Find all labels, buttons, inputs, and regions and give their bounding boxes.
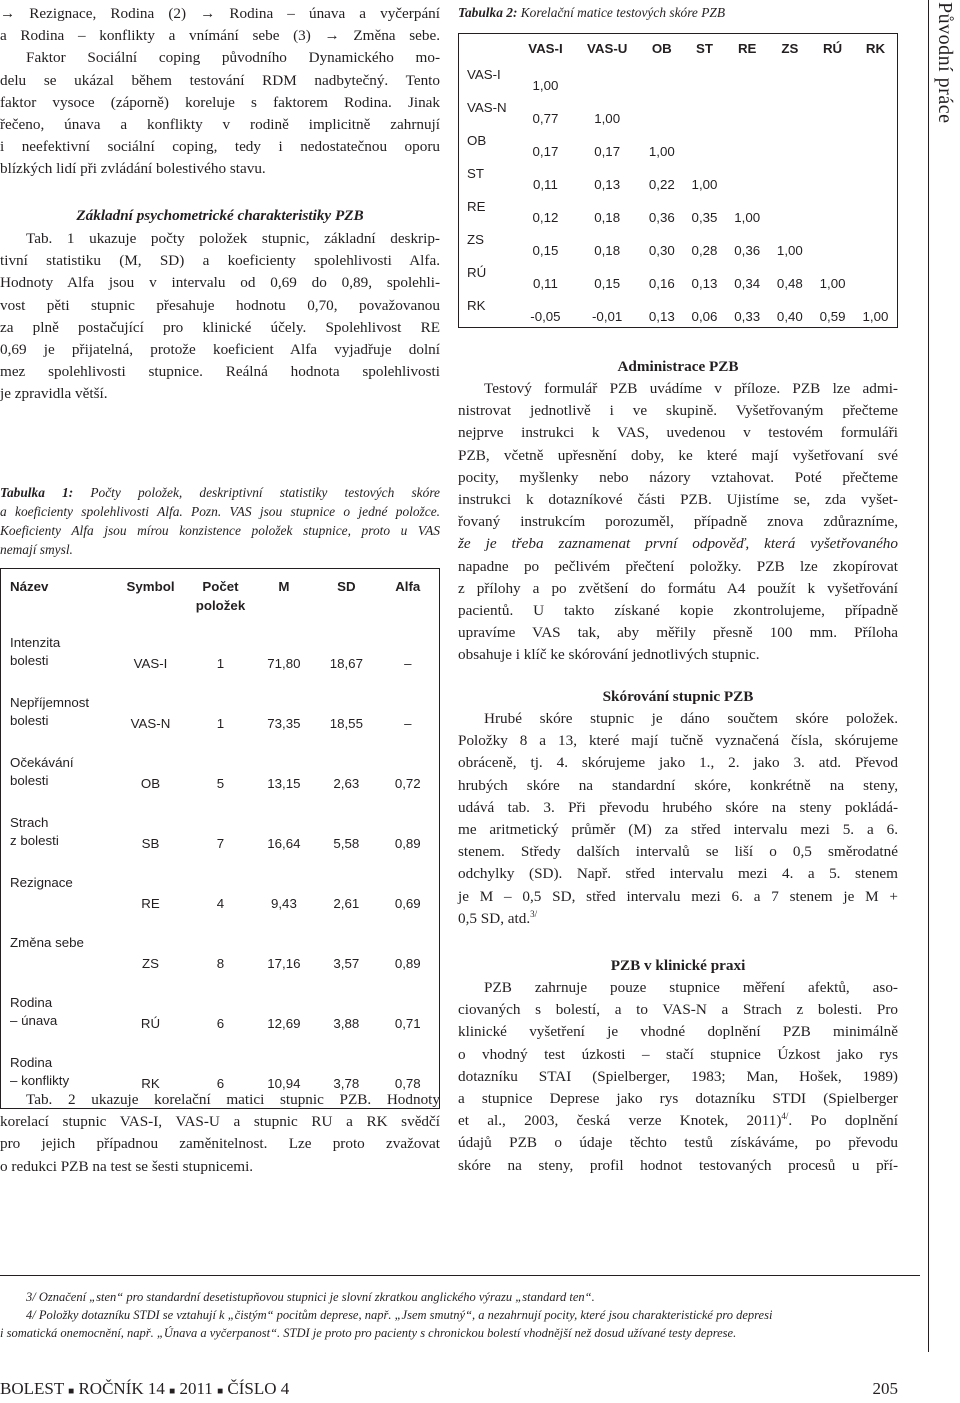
cell-count: 5 [216, 776, 225, 791]
table-row [459, 129, 898, 162]
text-line: vost pěti stupnic přesahuje hodnotu 0,70, považovanou [0, 296, 440, 314]
cell-sd: 18,67 [329, 656, 363, 671]
cell-symbol: RÚ [140, 1016, 161, 1031]
cell-symbol: VAS-I [133, 656, 168, 671]
col-header: RK [865, 41, 886, 56]
correlation-cell [854, 129, 898, 162]
correlation-cell [769, 195, 812, 228]
correlation-cell: 0,30 [648, 243, 675, 258]
correlation-cell [726, 96, 769, 129]
section-sidebar-label: Původní práce [934, 2, 956, 124]
section-heading-psychometrics: Základní psychometrické charakteristiky PZB [76, 207, 364, 224]
text-line: upravíme VAS tak, aby měřily přesně 100 mm. Příloha [458, 624, 898, 642]
row-header: RK [467, 298, 486, 313]
administration-section [458, 356, 898, 667]
text-line [458, 1110, 898, 1132]
text-line: že je třeba zaznamenat první odpověď, která vyšetřovaného [458, 535, 898, 553]
correlation-cell [769, 162, 812, 195]
text-line: odchylky (SD). Např. střed intervalu mezi 4. a 5. stenem [458, 865, 898, 883]
col-header-symbol: Symbol [126, 579, 175, 594]
table-row [1, 628, 440, 688]
correlation-cell: 1,00 [776, 243, 803, 258]
text-line: faktor vysoce (záporně) koreluje s faktorem Rodina. Jinak [0, 93, 440, 111]
text-line: je M – 0,5 SD, střed intervalu mezi 6. a 7 stenem je M + [458, 887, 898, 905]
col-header-name: Název [10, 579, 49, 594]
row-header: RE [467, 199, 486, 214]
caption-line [0, 483, 440, 502]
correlation-cell: 0,59 [819, 309, 846, 324]
journal-volume: ROČNÍK 14 [78, 1379, 165, 1398]
cell-count: 6 [216, 1076, 225, 1091]
footnote-ref: 3/ [530, 908, 538, 919]
cell-m: 71,80 [267, 656, 301, 671]
correlation-cell [726, 63, 769, 96]
table2 [458, 33, 898, 328]
table-row [459, 162, 898, 195]
correlation-cell: 0,40 [776, 309, 803, 324]
col-header-count [189, 569, 251, 629]
correlation-cell: 0,48 [776, 276, 803, 291]
correlation-cell [574, 63, 641, 96]
cell-symbol: ZS [142, 956, 159, 971]
correlation-cell [811, 195, 854, 228]
col-header: RÚ [822, 41, 843, 56]
col-header: VAS-I [528, 41, 563, 56]
correlation-cell: 0,13 [648, 309, 675, 324]
text-line: Hodnoty Alfa jsou v intervalu od 0,69 do 0,89, spolehli- [0, 274, 440, 292]
cell-alfa: 0,71 [394, 1016, 421, 1031]
cell-alfa: 0,78 [394, 1076, 421, 1091]
text-line: obsahuje i klíč ke skórování jednotlivých stupnic. [458, 646, 760, 664]
correlation-cell [811, 162, 854, 195]
correlation-cell [769, 96, 812, 129]
text-line: instrukci k dotazníkové části PZB. Ujistíme se, zda vyšet- [458, 491, 898, 509]
text-line: pacientů. U takto získané kopie zkontrolujeme, případně [458, 602, 898, 620]
text-line: Tab. 1 ukazuje počty položek stupnic, základní deskrip- [26, 230, 440, 247]
table2-body [459, 63, 898, 328]
clinical-section [458, 955, 898, 1177]
col-header-alfa: Alfa [395, 579, 421, 594]
journal-issue: ČÍSLO 4 [227, 1379, 290, 1398]
cell-count: 4 [216, 896, 225, 911]
cell-name-line2: – únava [10, 1013, 58, 1028]
text-line: nistrovat jednotlivě i ve skupině. Vyšetřovaným přečteme [458, 402, 898, 420]
text-line: a stupnice Deprese jako rys dotazníku STDI (Spielberger [458, 1090, 898, 1108]
cell-name-line1: Rezignace [10, 875, 73, 890]
col-header-count-line1: Počet [202, 579, 239, 594]
col-header: OB [651, 41, 672, 56]
text-line: za plně postačující pro klinické účely. Spolehlivost RE [0, 318, 440, 336]
journal-name: BOLEST [0, 1379, 64, 1398]
text-line: Testový formulář PZB uvádíme v příloze. PZB lze admi- [484, 380, 898, 397]
correlation-cell: 0,18 [594, 243, 621, 258]
cell-name [1, 808, 112, 868]
caption-label: Tabulka 1: [0, 485, 74, 500]
text-fragment: . Po doplnění [788, 1112, 898, 1130]
text-line: → Rezignace, Rodina (2) → Rodina – únava a vyčerpání [0, 5, 440, 22]
cell-count: 6 [216, 1016, 225, 1031]
text-line: delu se ukázal během testování RDM nadbytečný. Tento [0, 71, 440, 89]
footnote-4-continued: i somatická onemocnění, např. „Únava a vyčerpanost“. STDI je proto pro pacienty s chronickou bolestí vhodnější než dosud užívané testy deprese. [0, 1326, 737, 1340]
table-row [1, 868, 440, 928]
table1-header-row [1, 569, 440, 629]
correlation-cell: 1,00 [734, 210, 761, 225]
cell-sd: 5,58 [333, 836, 360, 851]
cell-name [1, 868, 112, 928]
caption-line: a koeficienty spolehlivosti Alfa. Pozn. VAS jsou stupnice o jedné položce. [0, 504, 440, 519]
cell-alfa: 0,72 [394, 776, 421, 791]
cell-name-line1: Strach [10, 815, 49, 830]
table2-header-row [459, 34, 898, 64]
table-row [459, 228, 898, 261]
correlation-cell: -0,01 [592, 309, 623, 324]
cell-count: 1 [216, 716, 225, 731]
col-header: VAS-U [586, 41, 628, 56]
row-header: VAS-N [467, 100, 507, 115]
cell-m: 12,69 [267, 1016, 301, 1031]
correlation-cell: 1,00 [594, 111, 621, 126]
cell-alfa: – [404, 656, 412, 671]
correlation-cell: 1,00 [862, 309, 889, 324]
text-fragment: et al., 2003, česká verze Knotek, 2011) [458, 1112, 782, 1130]
separator-square: ■ [68, 1386, 75, 1397]
correlation-cell: 0,28 [691, 243, 718, 258]
text-line: Faktor Sociální coping původního Dynamického mo- [26, 49, 440, 67]
caption-line: Koeficienty Alfa jsou mírou konzistence položek stupnice, proto u VAS [0, 523, 440, 538]
correlation-cell [683, 96, 726, 129]
cell-name-line2: bolesti [10, 713, 49, 728]
text-line: tivní statistiku (M, SD) a koeficienty spolehlivosti Alfa. [0, 252, 440, 270]
correlation-cell: 0,77 [532, 111, 559, 126]
correlation-cell [854, 228, 898, 261]
col-header: ZS [781, 41, 799, 56]
cell-name [1, 988, 112, 1048]
correlation-cell: 0,13 [594, 177, 621, 192]
table-row [1, 688, 440, 748]
text-line: stenem. Středy dalších intervalů se liší o 0,5 směrodatné [458, 843, 898, 861]
text-line: pocity, myšlenky nebo názory vztahovat. Poté přečteme [458, 468, 898, 486]
table-row [459, 63, 898, 96]
cell-count: 7 [216, 836, 225, 851]
footnote-3: 3/ Označení „sten“ pro standardní desetistupňovou stupnici je slovní zkratkou anglického výrazu „standard ten“. [26, 1290, 595, 1304]
cell-count: 1 [216, 656, 225, 671]
cell-m: 10,94 [267, 1076, 301, 1091]
correlation-cell [640, 63, 683, 96]
correlation-cell: 1,00 [819, 276, 846, 291]
row-header: OB [467, 133, 487, 148]
row-header: VAS-I [467, 67, 501, 82]
correlation-cell: 0,22 [648, 177, 675, 192]
cell-name-line2: bolesti [10, 653, 49, 668]
caption-text: Počty položek, deskriptivní statistiky testových skóre [73, 485, 440, 500]
section-heading-administration: Administrace PZB [617, 358, 739, 375]
text-line: 0,69 je přijatelná, protože koeficient Alfa vyjadřuje dolní [0, 341, 440, 359]
scoring-section [458, 686, 898, 930]
tab2-paragraph [0, 1089, 440, 1178]
correlation-cell [683, 129, 726, 162]
text-line: o redukci PZB na test se šesti stupnicemi. [0, 1157, 254, 1175]
correlation-cell: 1,00 [648, 144, 675, 159]
table1-caption [0, 483, 440, 559]
cell-name-line1: Změna sebe [10, 935, 84, 950]
text-line: z přílohy a po zvětšení do formátu A4 použít k vyšetřování [458, 579, 898, 597]
table-row [1, 928, 440, 988]
correlation-cell: 0,11 [532, 177, 558, 192]
table2-caption [458, 3, 898, 22]
cell-symbol: RE [141, 896, 160, 911]
separator-square: ■ [217, 1386, 224, 1397]
correlation-cell [683, 63, 726, 96]
cell-m: 13,15 [267, 776, 301, 791]
table-row [1, 748, 440, 808]
cell-sd: 18,55 [329, 716, 363, 731]
table-row [1, 808, 440, 868]
correlation-cell: 0,35 [691, 210, 718, 225]
cell-sd: 3,88 [333, 1016, 360, 1031]
correlation-cell [811, 129, 854, 162]
text-line: Tab. 2 ukazuje korelační matici stupnic PZB. Hodnoty [26, 1091, 440, 1108]
text-line: dotazníku STAI (Spielberger, 1983; Man, Hošek, 1989) [458, 1067, 898, 1085]
cell-name [1, 928, 112, 988]
text-fragment: 0,5 SD, atd. [458, 909, 531, 927]
text-line: skóre na steny, profil hodnot testovaných procesů u pří- [458, 1156, 898, 1174]
cell-sd: 3,57 [333, 956, 360, 971]
cell-m: 9,43 [270, 896, 297, 911]
table1 [0, 568, 440, 1109]
table-row [459, 261, 898, 294]
cell-sd: 2,63 [333, 776, 360, 791]
section-sidebar [928, 0, 960, 1352]
footnote-4: 4/ Položky dotazníku STDI se vztahují k „čistým“ pocitům deprese, např. „Jsem smutný“, a nezahrnují pocity, které jsou charakteristické pro depresi [26, 1308, 773, 1322]
correlation-cell [854, 195, 898, 228]
cell-symbol: OB [140, 776, 161, 791]
correlation-cell: 0,18 [594, 210, 621, 225]
cell-name-line1: Intenzita [10, 635, 61, 650]
correlation-cell [640, 96, 683, 129]
page-footer [0, 1378, 920, 1403]
footnotes [0, 1288, 920, 1342]
journal-year: 2011 [179, 1379, 213, 1398]
cell-symbol: SB [141, 836, 160, 851]
correlation-cell: 0,34 [734, 276, 761, 291]
text-line: PZB, včetně upřesnění doby, ke které mají vyšetřovaní své [458, 446, 898, 464]
correlation-cell: 0,15 [594, 276, 621, 291]
caption-label: Tabulka 2: [458, 5, 518, 20]
text-line: údajů PZB o údaje těchto testů získáváme, po převodu [458, 1134, 898, 1152]
cell-name [1, 688, 112, 748]
cell-count: 8 [216, 956, 225, 971]
correlation-cell [726, 162, 769, 195]
correlation-cell: 0,15 [532, 243, 559, 258]
cell-name-line1: Nepříjemnost [10, 695, 90, 710]
col-header: RE [737, 41, 757, 56]
text-line: řečeno, únava a konflikty v rodině implicitně zahrnují [0, 116, 440, 134]
correlation-cell: 0,17 [532, 144, 559, 159]
correlation-cell [811, 228, 854, 261]
cell-m: 16,64 [267, 836, 301, 851]
text-line: Hrubé skóre stupnic je dáno součtem skóre položek. [484, 710, 898, 727]
correlation-cell: 1,00 [691, 177, 718, 192]
correlation-cell [726, 129, 769, 162]
text-line: řovaný instrukcím porozuměl, případně znova zdůrazníme, [458, 513, 898, 531]
text-line: PZB zahrnuje pouze stupnice měření afektů, aso- [484, 979, 898, 996]
table-row [459, 195, 898, 228]
caption-line: nemají smysl. [0, 542, 73, 557]
text-line: obráceně, tj. 4. skórujeme jako 1., 2. jako 3. atd. Převod [458, 754, 898, 772]
table-row [459, 294, 898, 328]
text-line: napadne po pečlivém přečtení položky. PZB lze zkopírovat [458, 557, 898, 575]
text-line: je zpravidla větší. [0, 385, 108, 403]
cell-name-line1: Rodina [10, 995, 53, 1010]
correlation-cell: 0,33 [734, 309, 761, 324]
correlation-cell: 0,36 [648, 210, 675, 225]
correlation-cell [769, 63, 812, 96]
correlation-cell: 1,00 [532, 78, 559, 93]
text-line: klinické vyšetření je vhodné doplnění PZB minimálně [458, 1023, 898, 1041]
correlation-cell [854, 162, 898, 195]
text-line: a Rodina – konflikty a vnímání sebe (3) → Změna sebe. [0, 27, 440, 45]
correlation-cell: 0,11 [532, 276, 558, 291]
col-header-sd: SD [337, 579, 356, 594]
page-number: 205 [872, 1379, 898, 1398]
text-line [458, 908, 898, 930]
row-header: ZS [467, 232, 484, 247]
correlation-cell [769, 129, 812, 162]
correlation-cell: -0,05 [530, 309, 561, 324]
correlation-cell [811, 63, 854, 96]
cell-name-line1: Rodina [10, 1055, 53, 1070]
text-line: me aritmetický průměr (M) za střed intervalu mezi 5. a 6. [458, 821, 898, 839]
text-line: korelací stupnic VAS-I, VAS-U a stupnic RU a RK svědčí [0, 1113, 440, 1131]
cell-name [1, 748, 112, 808]
cell-sd: 2,61 [333, 896, 360, 911]
text-line: nejprve instrukci k VAS, uvedenou v testovém formuláři [458, 424, 898, 442]
table1-body [1, 628, 440, 1109]
cell-name-line1: Očekávání [10, 755, 74, 770]
row-header: ST [467, 166, 484, 181]
correlation-cell [854, 63, 898, 96]
cell-name-line2: z bolesti [10, 833, 59, 848]
section-heading-scoring: Skórování stupnic PZB [602, 688, 754, 705]
cell-symbol: RK [141, 1076, 160, 1091]
cell-sd: 3,78 [333, 1076, 360, 1091]
table-row [1, 988, 440, 1048]
separator-square: ■ [169, 1386, 176, 1397]
col-header: ST [696, 41, 713, 56]
correlation-cell: 0,16 [648, 276, 675, 291]
text-line: Položky 8 a 13, které mají tučně vyznačená čísla, skórujeme [458, 732, 898, 750]
correlation-cell [811, 96, 854, 129]
footnote-ref: 4/ [781, 1111, 789, 1122]
section-heading-clinical: PZB v klinické praxi [610, 957, 746, 974]
table-row [459, 96, 898, 129]
correlation-cell: 0,06 [691, 309, 718, 324]
text-line: ciovaných s bolestí, a to VAS-N a Strach z bolesti. Pro [458, 1001, 898, 1019]
correlation-cell: 0,36 [734, 243, 761, 258]
cell-m: 73,35 [267, 716, 301, 731]
text-line: udává tab. 3. Při převodu hrubého skóre na steny pokládá- [458, 798, 898, 816]
cell-name [1, 628, 112, 688]
correlation-cell [854, 96, 898, 129]
correlation-cell: 0,17 [594, 144, 621, 159]
correlation-cell: 0,12 [532, 210, 559, 225]
caption-text: Korelační matice testových skóre PZB [517, 5, 726, 20]
intro-paragraph [0, 3, 440, 181]
cell-m: 17,16 [267, 956, 301, 971]
correlation-cell: 0,13 [691, 276, 718, 291]
text-line: o vhodný test úzkosti – stačí stupnice Úzkost jako rys [458, 1045, 898, 1063]
cell-alfa: 0,89 [394, 836, 421, 851]
text-line: blízkých lidí při zvládání bolestivého stavu. [0, 160, 266, 178]
row-header: RÚ [467, 265, 487, 280]
footnote-divider [0, 1275, 920, 1276]
text-line: pro jejich případnou zaměnitelnost. Lze proto zvažovat [0, 1135, 440, 1153]
cell-symbol: VAS-N [130, 716, 171, 731]
cell-name-line2: – konflikty [10, 1073, 70, 1088]
text-line: hrubých skóre na standardní skóre, konkrétně na steny, [458, 776, 898, 794]
cell-name-line2: bolesti [10, 773, 49, 788]
col-header-m: M [278, 579, 290, 594]
psychometrics-paragraph [0, 228, 440, 406]
correlation-cell [854, 261, 898, 294]
corner-cell [459, 34, 518, 64]
col-header-count-line2: položek [195, 598, 246, 613]
text-line: i neefektivní sociální coping, tedy i nedostatečnou oporu [0, 138, 440, 156]
cell-alfa: 0,89 [394, 956, 421, 971]
text-line: mez spolehlivosti stupnice. Reálná hodnota spolehlivosti [0, 363, 440, 381]
cell-alfa: – [404, 716, 412, 731]
cell-alfa: 0,69 [394, 896, 421, 911]
